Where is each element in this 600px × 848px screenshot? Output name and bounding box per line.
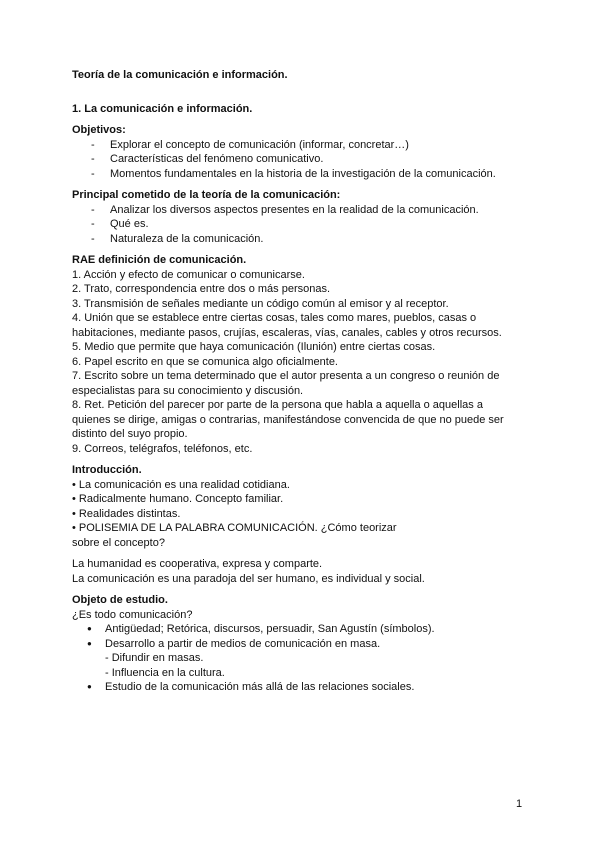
intro-paragraph: La humanidad es cooperativa, expresa y comparte. — [72, 558, 323, 570]
definition-line: especialistas para su conocimiento y discusión. — [72, 384, 304, 397]
introduccion-section — [72, 463, 542, 586]
definition-line: 9. Correos, telégrafos, teléfonos, etc. — [72, 442, 253, 455]
definition-line: quienes se dirige, amigas o contrarias, manifestándose convencida de que no puede ser — [72, 413, 504, 426]
intro-line: • La comunicación es una realidad cotidiana. — [72, 478, 290, 491]
definition-line: 2. Trato, correspondencia entre dos o más personas. — [72, 283, 331, 295]
definition-line: 7. Escrito sobre un tema determinado que el autor presenta a un congreso o reunión de — [72, 370, 500, 382]
rae-heading: RAE definición de comunicación. — [72, 254, 247, 266]
intro-line: • Realidades distintas. — [72, 507, 181, 520]
intro-line: sobre el concepto? — [72, 536, 165, 549]
objeto-heading: Objeto de estudio. — [72, 594, 168, 606]
list-item: - Qué es. — [72, 217, 542, 232]
section-title: 1. La comunicación e información. — [72, 102, 253, 115]
cometido-list — [72, 203, 542, 247]
definition-line: 4. Unión que se establece entre ciertas cosas, tales como mares, pueblos, casas o — [72, 312, 477, 324]
definition-line: 1. Acción y efecto de comunicar o comunicarse. — [72, 268, 305, 281]
list-item: - Características del fenómeno comunicativo. — [72, 152, 542, 167]
introduccion-heading: Introducción. — [72, 464, 142, 476]
definition-line: 3. Transmisión de señales mediante un código común al emisor y al receptor. — [72, 297, 449, 310]
intro-line: • POLISEMIA DE LA PALABRA COMUNICACIÓN. ¿Cómo teorizar — [72, 522, 397, 534]
definition-line: habitaciones, mediante pasos, crujías, escaleras, vías, canales, cables y otros recursos. — [72, 326, 502, 339]
definition-line: distinto del suyo propio. — [72, 428, 188, 440]
page-number: 1 — [516, 798, 523, 810]
list-item: ● Antigüedad; Retórica, discursos, persuadir, San Agustín (símbolos). — [72, 622, 542, 637]
definition-line: 5. Medio que permite que haya comunicación (Ilunión) entre ciertas cosas. — [72, 341, 436, 353]
intro-line: • Radicalmente humano. Concepto familiar. — [72, 493, 284, 505]
list-item: - Naturaleza de la comunicación. — [72, 232, 542, 247]
objeto-section — [72, 593, 542, 695]
objetivos-section — [72, 123, 542, 181]
definition-line: 8. Ret. Petición del parecer por parte de la persona que habla a aquella o aquellas a — [72, 399, 483, 411]
list-item: ● Estudio de la comunicación más allá de las relaciones sociales. — [72, 680, 542, 695]
sub-item: - Influencia en la cultura. — [105, 666, 225, 679]
cometido-heading: Principal cometido de la teoría de la comunicación: — [72, 189, 341, 201]
document-page — [72, 68, 542, 702]
list-item: - Explorar el concepto de comunicación (informar, concretar…) — [72, 138, 542, 153]
list-item: ● Desarrollo a partir de medios de comunicación en masa. — [72, 637, 542, 652]
objeto-question: ¿Es todo comunicación? — [72, 608, 193, 621]
document-title: Teoría de la comunicación e información. — [72, 69, 288, 81]
sub-item: - Difundir en masas. — [105, 652, 204, 664]
cometido-section — [72, 188, 542, 246]
objetivos-list — [72, 138, 542, 182]
list-item: - Momentos fundamentales en la historia de la investigación de la comunicación. — [72, 167, 542, 182]
definition-line: 6. Papel escrito en que se comunica algo oficialmente. — [72, 355, 338, 368]
objeto-list-continued — [72, 680, 542, 695]
list-item: - Analizar los diversos aspectos presentes en la realidad de la comunicación. — [72, 203, 542, 218]
objetivos-heading: Objetivos: — [72, 124, 126, 136]
objeto-list — [72, 622, 542, 651]
intro-paragraph: La comunicación es una paradoja del ser humano, es individual y social. — [72, 572, 425, 585]
rae-section — [72, 253, 542, 456]
